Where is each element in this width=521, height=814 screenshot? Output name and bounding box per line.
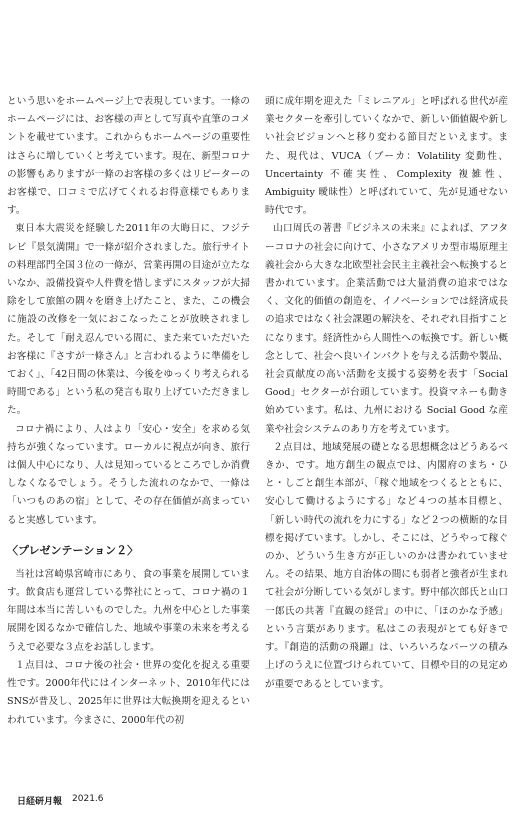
paragraph: 当社は宮崎県宮崎市にあり、食の事業を展開しています。飲食店も運営している弊社にとって、コロナ禍の１年間は本当に苦しいものでした。九州を中心とした事業展開を図るなかで確信した、地域や事業の未来を考えるうえで必要な３点をお話しします。 [7,568,250,653]
paragraph: という思いをホームページ上で表現しています。一條のホームページには、お客様の声として写真や直筆のコメントを載せています。これからもホームページの重要性はさらに増していくと考えています。現在、新型コロナの影響もありますが一條のお客様の多くはリピーターのお客様で、口コミで広げてくれるお得意様でもあります。 [7,96,250,217]
paragraph: ２点目は、地域発展の礎となる思想概念はどうあるべきか、です。地方創生の観点では、内閣府のまち・ひと・しごと創生本部が、「稼ぐ地域をつくるとともに、安心して働けるようにする」など４つの基本目標と、「新しい時代の流れを力にする」など２つの横断的な目標を掲げています。しかし、そこには、どうやって稼ぐのか、どういう生き方が正しいのかは書かれていません。その結果、地方自治体の間にも弱者と強者が生まれて社会が分断している気がします。野中郁次郎氏と山口一郎氏の共著『直観の経営』の中に、「ほのかな予感」という言葉があります。私はこの表現がとても好きです。『創造的活動の飛躍』は、いろいろなパーツの積み上げのうえに位置づけられていて、目標や目的の見定めが重要であるとしています。 [265,441,508,690]
journal-name: 日経研月報 [17,797,63,807]
paragraph: 頭に成年期を迎えた「ミレニアル」と呼ばれる世代が産業セクターを牽引していくなかで、新しい価値観や新しい社会ビジョンへと移り変わる節目だといえます。また、現代は、VUCA（ブーカ：Volatility 変動性、Uncertainty 不確実性、Complexity 複雑性、Ambiguity 曖昧性）と呼ばれていて、先が見通せない時代です。 [265,96,508,217]
left-column [7,93,250,730]
paragraph: １点目は、コロナ後の社会・世界の変化を捉える重要性です。2000年代にはインターネット、2010年代にはSNSが普及し、2025年に世界は大転換期を迎えるといわれています。今まさに、2000年代の初 [7,659,250,726]
section-heading: 〈プレゼンテーション２〉 [7,543,139,557]
issue-date: 2021.6 [72,794,104,804]
page-footer [17,794,104,807]
paragraph: 山口周氏の著書『ビジネスの未来』によれば、アフターコロナの社会に向けて、小さなアメリカ型市場原理主義社会から大きな北欧型社会民主主義社会へ転換すると書かれています。企業活動では大量消費の追求ではなく、文化的価値の創造を、イノベーションでは経済成長の追求ではなく社会課題の解決を、それぞれ目指すことになります。経済性から人間性への転換です。新しい概念として、社会へ良いインパクトを与える活動や製品、社会貢献度の高い活動を支援する姿勢を表す「Social Good」セクターが台頭しています。投資マネーも動き始めています。私は、九州における Social Good な産業や社会システムのあり方を考えています。 [265,223,508,435]
right-column [265,93,508,694]
paragraph: 東日本大震災を経験した2011年の大晦日に、フジテレビ『景気満開』で一條が紹介されました。旅行サイトの料理部門全国３位の一條が、営業再開の目途が立たないなか、設備投資や人件費を惜しまずにスタッフが大掃除をして旅館の隅々を磨き上げたこと、また、この機会に施設の改修を一気におこなったことが放映されました。そして「耐え忍んでいる間に、また来ていただいたお客様に『さすが一條さん』と言われるように準備をしておく」、「42日間の休業は、今後をゆっくり考えられる時間である」という私の発言も取り上げていただきました。 [7,223,250,417]
paragraph: コロナ禍により、人はより「安心・安全」を求める気持ちが強くなっています。ローカルに視点が向き、旅行は個人中心になり、人は見知っているところでしか消費しなくなるでしょう。そうした流れのなかで、一條は「いつものあの宿」として、その存在価値が高まっていると実感しています。 [7,423,250,526]
